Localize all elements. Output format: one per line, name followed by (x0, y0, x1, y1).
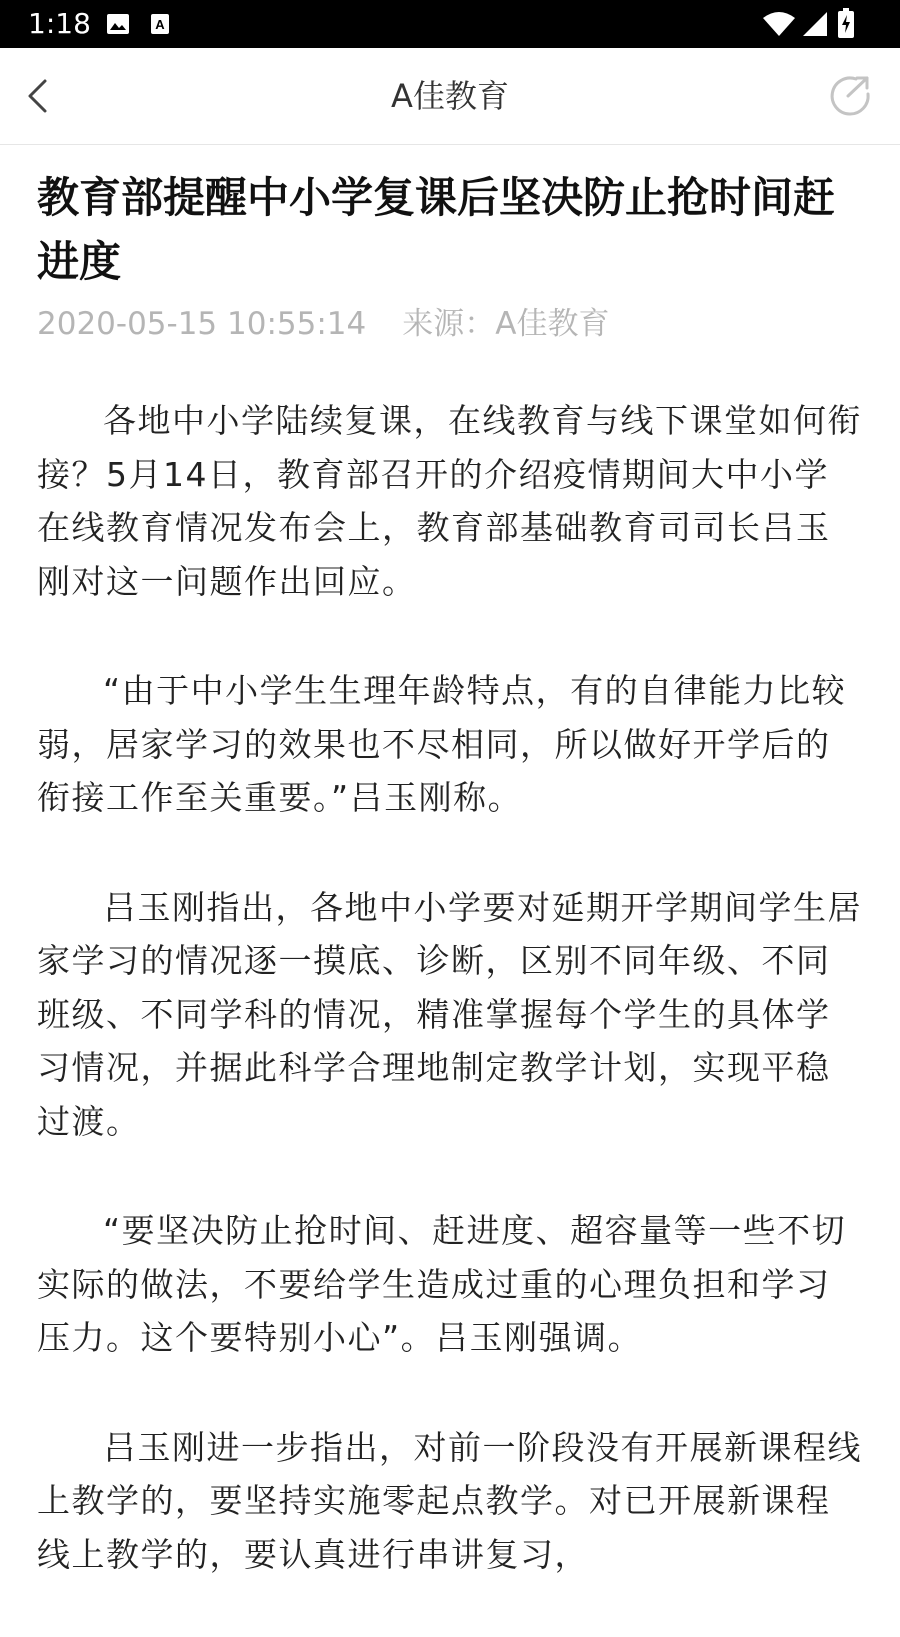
article-paragraph: “要坚决防止抢时间、赶进度、超容量等一些不切实际的做法，不要给学生造成过重的心理负担和学习压力。这个要特别小心”。吕玉刚强调。 (37, 1211, 847, 1357)
battery-icon (838, 8, 854, 42)
image-icon (106, 13, 130, 39)
article-source: 来源：A佳教育 (402, 306, 610, 342)
article-paragraph: 吕玉刚进一步指出，对前一阶段没有开展新课程线上教学的，要坚持实施零起点教学。对已开展新课程线上教学的，要认真进行串讲复习， (37, 1427, 862, 1574)
status-bar (0, 0, 900, 48)
text-a-icon (150, 13, 170, 39)
back-button[interactable] (16, 72, 64, 120)
svg-text:A: A (155, 17, 165, 32)
app-title: A佳教育 (391, 77, 509, 115)
share-icon (826, 72, 874, 120)
wifi-icon (762, 11, 796, 41)
status-time: 1:18 (28, 7, 91, 40)
app-bar (0, 48, 900, 145)
article-paragraph: 吕玉刚指出，各地中小学要对延期开学期间学生居家学习的情况逐一摸底、诊断，区别不同年级、不同班级、不同学科的情况，精准掌握每个学生的具体学习情况，并据此科学合理地制定教学计划，实现平稳过渡。 (37, 887, 862, 1141)
article-date: 2020-05-15 10:55:14 (37, 306, 367, 342)
chevron-left-icon (16, 72, 64, 120)
article-paragraph: “由于中小学生生理年龄特点，有的自律能力比较弱，居家学习的效果也不尽相同，所以做好开学后的衔接工作至关重要。”吕玉刚称。 (37, 671, 847, 817)
article-content (37, 166, 863, 1637)
article-body (37, 394, 863, 1581)
article-meta (37, 304, 863, 344)
article-title: 教育部提醒中小学复课后坚决防止抢时间赶进度 (37, 173, 836, 286)
signal-icon (802, 11, 828, 41)
share-button[interactable] (826, 72, 874, 120)
article-paragraph: 各地中小学陆续复课，在线教育与线下课堂如何衔接？5月14日，教育部召开的介绍疫情期间大中小学在线教育情况发布会上，教育部基础教育司司长吕玉刚对这一问题作出回应。 (37, 401, 862, 601)
